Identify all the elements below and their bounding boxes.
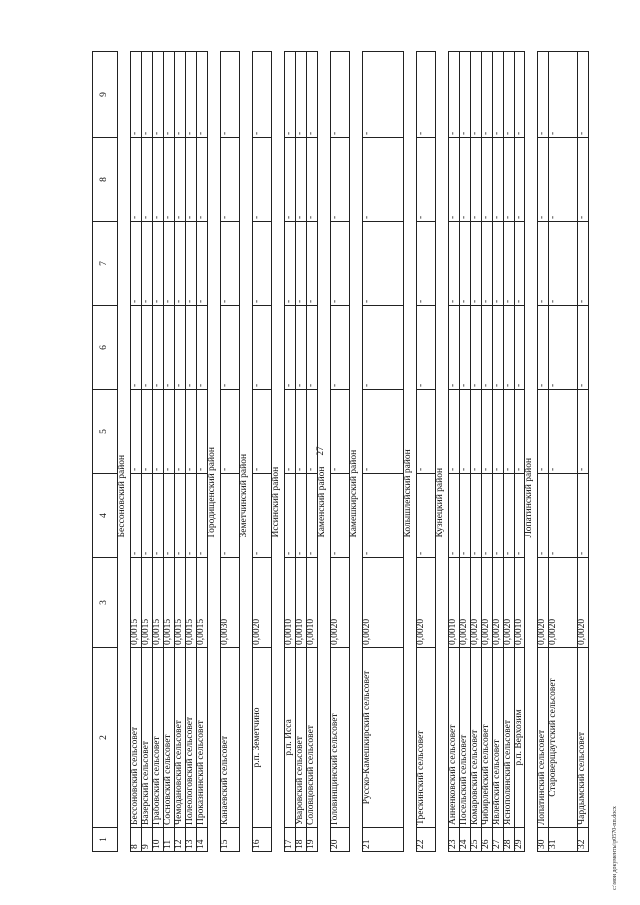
dash-cell: -: [306, 52, 317, 138]
council-name: Чибирлейский сельсовет: [481, 648, 492, 828]
table-row: [295, 52, 306, 852]
row-number: 15: [220, 828, 239, 852]
dash-cell: -: [196, 306, 207, 390]
dash-cell: -: [549, 390, 578, 474]
dash-cell: -: [362, 222, 403, 306]
table-row: [220, 52, 239, 852]
council-name: Яснополянский сельсовет: [503, 648, 514, 828]
dash-cell: -: [306, 138, 317, 222]
row-number: 10: [152, 828, 163, 852]
dash-cell: -: [470, 52, 481, 138]
row-number: 21: [362, 828, 403, 852]
dash-cell: -: [362, 474, 403, 558]
dash-cell: -: [220, 306, 239, 390]
council-name: Сосновский сельсовет: [163, 648, 174, 828]
dash-cell: -: [185, 222, 196, 306]
dash-cell: -: [330, 52, 349, 138]
dash-cell: -: [152, 474, 163, 558]
rate-value: 0,0010: [514, 558, 525, 648]
dash-cell: -: [141, 138, 152, 222]
dash-cell: -: [481, 138, 492, 222]
dash-cell: -: [174, 52, 185, 138]
dash-cell: -: [514, 390, 525, 474]
dash-cell: -: [141, 306, 152, 390]
region-title: Кузнецкий район: [435, 52, 448, 558]
council-name: Чардымский сельсовет: [578, 648, 589, 828]
rate-value: 0,0030: [220, 558, 239, 648]
dash-cell: -: [152, 138, 163, 222]
table-row: [306, 52, 317, 852]
rate-value: 0,0020: [252, 558, 271, 648]
dash-cell: -: [362, 138, 403, 222]
council-name: Явлейский сельсовет: [492, 648, 503, 828]
dash-cell: -: [284, 52, 295, 138]
dash-cell: -: [448, 474, 459, 558]
dash-cell: -: [448, 138, 459, 222]
row-number: 17: [284, 828, 295, 852]
dash-cell: -: [459, 474, 470, 558]
region-title: Лопатинский район: [525, 52, 538, 558]
dash-cell: -: [538, 306, 549, 390]
dash-cell: -: [481, 222, 492, 306]
council-name: Канаевский сельсовет: [220, 648, 239, 828]
row-number: 22: [416, 828, 435, 852]
table-row: [284, 52, 295, 852]
col-header: 9: [93, 52, 118, 138]
dash-cell: -: [448, 390, 459, 474]
dash-cell: -: [185, 390, 196, 474]
table-row: [196, 52, 207, 852]
row-number: 14: [196, 828, 207, 852]
dash-cell: -: [362, 52, 403, 138]
council-name: Соловцовский сельсовет: [306, 648, 317, 828]
dash-cell: -: [196, 390, 207, 474]
dash-cell: -: [131, 52, 142, 138]
dash-cell: -: [538, 222, 549, 306]
table-row: [362, 52, 403, 852]
row-number: 12: [174, 828, 185, 852]
dash-cell: -: [578, 474, 589, 558]
dash-cell: -: [459, 306, 470, 390]
region-title: Камешкирский район: [349, 52, 362, 558]
dash-cell: -: [416, 474, 435, 558]
dash-cell: -: [416, 222, 435, 306]
dash-cell: -: [252, 306, 271, 390]
dash-cell: -: [141, 474, 152, 558]
rate-value: 0,0010: [306, 558, 317, 648]
row-number: 30: [538, 828, 549, 852]
dash-cell: -: [284, 138, 295, 222]
dash-cell: -: [503, 222, 514, 306]
col-header: 8: [93, 138, 118, 222]
dash-cell: -: [141, 52, 152, 138]
dash-cell: -: [131, 138, 142, 222]
row-number: 24: [459, 828, 470, 852]
table-row: [503, 52, 514, 852]
table-row: [163, 52, 174, 852]
dash-cell: -: [252, 390, 271, 474]
dash-cell: -: [131, 390, 142, 474]
dash-cell: -: [174, 390, 185, 474]
dash-cell: -: [131, 306, 142, 390]
dash-cell: -: [578, 222, 589, 306]
council-name: Грабовский сельсовет: [152, 648, 163, 828]
table-row: [185, 52, 196, 852]
table-row: [330, 52, 349, 852]
council-name: Лопатинский сельсовет: [538, 648, 549, 828]
dash-cell: -: [459, 222, 470, 306]
council-name: р.п. Исса: [284, 648, 295, 828]
dash-cell: -: [549, 474, 578, 558]
header-row: [93, 52, 118, 852]
council-name: Бессоновский сельсовет: [131, 648, 142, 828]
table-row: [470, 52, 481, 852]
dash-cell: -: [306, 222, 317, 306]
rate-value: 0,0020: [492, 558, 503, 648]
col-header: 6: [93, 306, 118, 390]
region-title: Бессоновский район: [118, 52, 131, 558]
dash-cell: -: [362, 390, 403, 474]
dash-cell: -: [514, 222, 525, 306]
dash-cell: -: [152, 390, 163, 474]
dash-cell: -: [185, 306, 196, 390]
dash-cell: -: [252, 52, 271, 138]
rate-value: 0,0020: [330, 558, 349, 648]
rate-value: 0,0020: [416, 558, 435, 648]
dash-cell: -: [295, 52, 306, 138]
rate-value: 0,0020: [538, 558, 549, 648]
dash-cell: -: [330, 306, 349, 390]
dash-cell: -: [492, 306, 503, 390]
rate-value: 0,0015: [174, 558, 185, 648]
dash-cell: -: [481, 52, 492, 138]
row-number: 11: [163, 828, 174, 852]
dash-cell: -: [330, 390, 349, 474]
dash-cell: -: [220, 222, 239, 306]
dash-cell: -: [220, 52, 239, 138]
dash-cell: -: [174, 306, 185, 390]
dash-cell: -: [503, 306, 514, 390]
council-name: Русско-Камешкирский сельсовет: [362, 648, 403, 828]
dash-cell: -: [306, 474, 317, 558]
col-header: 7: [93, 222, 118, 306]
table-row: [448, 52, 459, 852]
dash-cell: -: [503, 390, 514, 474]
council-name: Комаровский сельсовет: [470, 648, 481, 828]
col-header: 5: [93, 390, 118, 474]
council-name: Анненковский сельсовет: [448, 648, 459, 828]
dash-cell: -: [295, 222, 306, 306]
council-name: Головинщинский сельсовет: [330, 648, 349, 828]
dash-cell: -: [448, 52, 459, 138]
row-number: 27: [492, 828, 503, 852]
dash-cell: -: [174, 222, 185, 306]
dash-cell: -: [163, 474, 174, 558]
table-row: [459, 52, 470, 852]
dash-cell: -: [503, 474, 514, 558]
dash-cell: -: [416, 52, 435, 138]
council-name: Проказнинский сельсовет: [196, 648, 207, 828]
dash-cell: -: [196, 138, 207, 222]
dash-cell: -: [470, 138, 481, 222]
region-title: Иссинский район: [271, 52, 284, 558]
table-row: [252, 52, 271, 852]
region-row: [239, 52, 252, 852]
dash-cell: -: [470, 222, 481, 306]
row-number: 25: [470, 828, 481, 852]
dash-cell: -: [196, 52, 207, 138]
dash-cell: -: [448, 222, 459, 306]
row-number: 32: [578, 828, 589, 852]
dash-cell: -: [330, 222, 349, 306]
dash-cell: -: [284, 222, 295, 306]
table-row: [152, 52, 163, 852]
region-row: [349, 52, 362, 852]
dash-cell: -: [185, 474, 196, 558]
dash-cell: -: [470, 390, 481, 474]
dash-cell: -: [492, 222, 503, 306]
dash-cell: -: [295, 306, 306, 390]
dash-cell: -: [481, 390, 492, 474]
col-header: 3: [93, 558, 118, 648]
row-number: 9: [141, 828, 152, 852]
rate-value: 0,0015: [152, 558, 163, 648]
rate-value: 0,0015: [131, 558, 142, 648]
col-header: 2: [93, 648, 118, 828]
dash-cell: -: [131, 222, 142, 306]
table-row: [514, 52, 525, 852]
dash-cell: -: [459, 52, 470, 138]
row-number: 19: [306, 828, 317, 852]
rate-value: 0,0020: [503, 558, 514, 648]
rate-value: 0,0020: [470, 558, 481, 648]
region-title: Каменский район: [317, 52, 330, 558]
table-row: [131, 52, 142, 852]
rate-value: 0,0015: [163, 558, 174, 648]
dash-cell: -: [185, 52, 196, 138]
dash-cell: -: [174, 138, 185, 222]
rotated-table-container: [92, 52, 632, 852]
row-number: 31: [549, 828, 578, 852]
row-number: 8: [131, 828, 142, 852]
dash-cell: -: [220, 390, 239, 474]
region-title: Городищенский район: [207, 52, 220, 558]
dash-cell: -: [492, 474, 503, 558]
table-row: [578, 52, 589, 852]
dash-cell: -: [284, 390, 295, 474]
page-number: 27: [315, 446, 325, 456]
dash-cell: -: [549, 138, 578, 222]
row-number: 20: [330, 828, 349, 852]
dash-cell: -: [492, 52, 503, 138]
dash-cell: -: [185, 138, 196, 222]
dash-cell: -: [470, 306, 481, 390]
dash-cell: -: [163, 390, 174, 474]
rate-value: 0,0020: [578, 558, 589, 648]
rate-value: 0,0020: [362, 558, 403, 648]
dash-cell: -: [252, 474, 271, 558]
dash-cell: -: [514, 52, 525, 138]
rate-value: 0,0010: [284, 558, 295, 648]
dash-cell: -: [503, 138, 514, 222]
rate-value: 0,0010: [448, 558, 459, 648]
council-name: Староверщаутский сельсовет: [549, 648, 578, 828]
dash-cell: -: [416, 390, 435, 474]
region-row: [118, 52, 131, 852]
dash-cell: -: [306, 390, 317, 474]
rate-value: 0,0020: [549, 558, 578, 648]
dash-cell: -: [538, 474, 549, 558]
council-name: Трескинский сельсовет: [416, 648, 435, 828]
dash-cell: -: [538, 390, 549, 474]
dash-cell: -: [295, 390, 306, 474]
region-row: [207, 52, 220, 852]
row-number: 16: [252, 828, 271, 852]
dash-cell: -: [295, 138, 306, 222]
council-name: Полеологовский сельсовет: [185, 648, 196, 828]
dash-cell: -: [196, 474, 207, 558]
region-title: Колышлейский район: [403, 52, 416, 558]
dash-cell: -: [416, 138, 435, 222]
dash-cell: -: [362, 306, 403, 390]
footer-file-path: c:\мои документы\р0570-пп.docx: [612, 806, 618, 890]
col-header: 4: [93, 474, 118, 558]
dash-cell: -: [174, 474, 185, 558]
dash-cell: -: [470, 474, 481, 558]
region-row: [403, 52, 416, 852]
data-table: [92, 51, 589, 852]
rate-value: 0,0010: [295, 558, 306, 648]
council-name: р.п. Земетчино: [252, 648, 271, 828]
rate-value: 0,0020: [481, 558, 492, 648]
dash-cell: -: [252, 138, 271, 222]
dash-cell: -: [306, 306, 317, 390]
dash-cell: -: [330, 474, 349, 558]
table-row: [416, 52, 435, 852]
dash-cell: -: [459, 138, 470, 222]
table-row: [141, 52, 152, 852]
table-row: [492, 52, 503, 852]
dash-cell: -: [152, 306, 163, 390]
rate-value: 0,0015: [196, 558, 207, 648]
dash-cell: -: [578, 306, 589, 390]
dash-cell: -: [152, 52, 163, 138]
dash-cell: -: [459, 390, 470, 474]
row-number: 28: [503, 828, 514, 852]
council-name: Посельский сельсовет: [459, 648, 470, 828]
council-name: Уваровский сельсовет: [295, 648, 306, 828]
council-name: Чемодановский сельсовет: [174, 648, 185, 828]
dash-cell: -: [220, 138, 239, 222]
dash-cell: -: [549, 222, 578, 306]
table-row: [481, 52, 492, 852]
row-number: 18: [295, 828, 306, 852]
row-number: 13: [185, 828, 196, 852]
council-name: Вазерский сельсовет: [141, 648, 152, 828]
row-number: 29: [514, 828, 525, 852]
region-row: [317, 52, 330, 852]
rate-value: 0,0015: [141, 558, 152, 648]
rate-value: 0,0015: [185, 558, 196, 648]
dash-cell: -: [163, 306, 174, 390]
dash-cell: -: [492, 138, 503, 222]
dash-cell: -: [131, 474, 142, 558]
dash-cell: -: [284, 306, 295, 390]
dash-cell: -: [514, 138, 525, 222]
dash-cell: -: [330, 138, 349, 222]
region-row: [271, 52, 284, 852]
dash-cell: -: [549, 52, 578, 138]
dash-cell: -: [503, 52, 514, 138]
dash-cell: -: [141, 222, 152, 306]
dash-cell: -: [163, 138, 174, 222]
dash-cell: -: [578, 52, 589, 138]
dash-cell: -: [163, 52, 174, 138]
dash-cell: -: [448, 306, 459, 390]
region-row: [435, 52, 448, 852]
dash-cell: -: [549, 306, 578, 390]
dash-cell: -: [481, 306, 492, 390]
dash-cell: -: [163, 222, 174, 306]
row-number: 23: [448, 828, 459, 852]
rate-value: 0,0020: [459, 558, 470, 648]
dash-cell: -: [578, 138, 589, 222]
dash-cell: -: [252, 222, 271, 306]
dash-cell: -: [141, 390, 152, 474]
dash-cell: -: [514, 306, 525, 390]
dash-cell: -: [538, 52, 549, 138]
row-number: 26: [481, 828, 492, 852]
dash-cell: -: [152, 222, 163, 306]
dash-cell: -: [416, 306, 435, 390]
dash-cell: -: [295, 474, 306, 558]
region-title: Земетчинский район: [239, 52, 252, 558]
dash-cell: -: [284, 474, 295, 558]
dash-cell: -: [220, 474, 239, 558]
council-name: р.п. Верхозим: [514, 648, 525, 828]
table-row: [549, 52, 578, 852]
dash-cell: -: [492, 390, 503, 474]
col-header: 1: [93, 828, 118, 852]
dash-cell: -: [538, 138, 549, 222]
dash-cell: -: [196, 222, 207, 306]
dash-cell: -: [514, 474, 525, 558]
table-row: [174, 52, 185, 852]
dash-cell: -: [578, 390, 589, 474]
dash-cell: -: [481, 474, 492, 558]
